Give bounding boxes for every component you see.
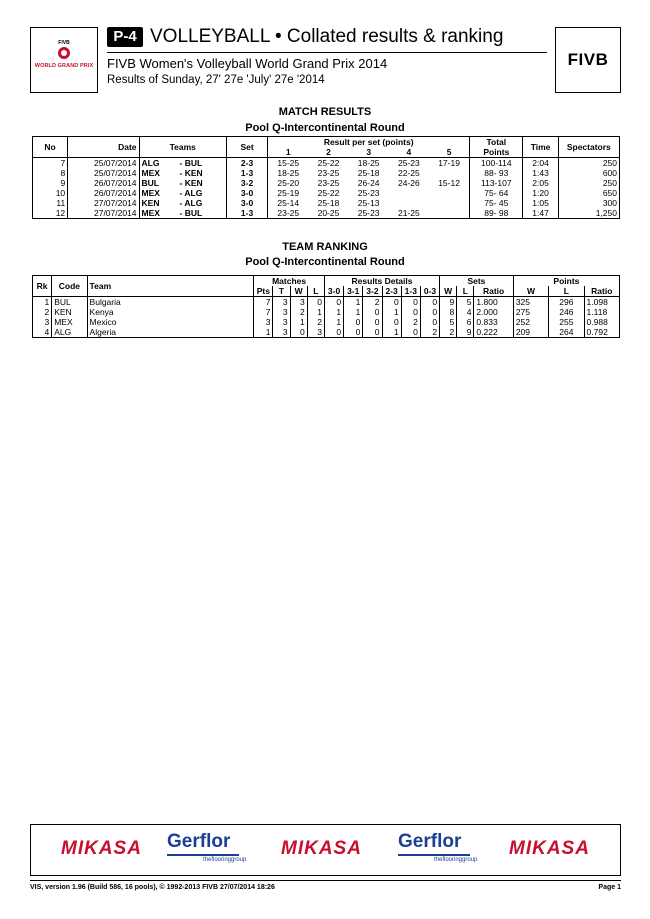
match-date: 25/07/2014 [68,168,139,178]
sets-ratio: 1.800 [474,297,513,308]
points-lost: 255 [549,317,584,327]
competition-name: FIVB Women's Volleyball World Grand Prix 2014 [107,56,388,71]
col-pts: Pts [254,286,273,297]
set-5-score [429,168,470,178]
points-lost: 264 [549,327,584,338]
team-match-points: 3 [254,317,273,327]
title-divider [107,52,547,53]
team-a-code: ALG [141,158,160,168]
result-detail-30: 1 [324,307,343,317]
match-teams [139,188,226,198]
match-date: 26/07/2014 [68,188,139,198]
match-total-points: 88- 93 [470,168,523,178]
mikasa-logo: MIKASA [509,838,590,859]
document-title: VOLLEYBALL • Collated results & ranking [150,26,504,47]
match-spectators: 600 [558,168,619,178]
set-3-score: 25-23 [357,208,380,218]
result-detail-13: 0 [401,307,420,317]
set-5-score [429,208,470,219]
result-detail-13: 2 [401,317,420,327]
points-ratio: 1.118 [584,307,619,317]
match-time: 1:20 [523,188,558,198]
match-no: 8 [60,168,66,178]
rank-position: 4 [44,327,50,337]
table-row [33,168,620,178]
match-spectators: 300 [558,198,619,208]
col-spectators: Spectators [558,137,619,158]
col-points-w: W [513,286,548,297]
col-set-3: 3 [349,147,389,158]
set-1-score: 15-25 [268,158,309,169]
sponsor-banner [30,824,621,876]
footer-page-number: Page 1 [598,884,621,891]
team-code: ALG [52,327,87,338]
set-4-score [389,188,429,198]
col-t: T [273,286,290,297]
team-b-code: - BUL [179,158,203,168]
match-spectators: 250 [558,158,619,169]
team-match-points: 7 [254,297,273,308]
team-match-points: 1 [254,327,273,338]
match-time: 2:05 [523,178,558,188]
set-4-score: 25-23 [398,158,420,168]
table-row [33,198,620,208]
set-3-score: 26-24 [357,178,380,188]
match-spectators: 650 [558,188,619,198]
team-matches-lost: 0 [307,297,324,308]
team-a-code: KEN [141,198,160,208]
table-row [33,307,620,317]
team-name: Algeria [87,327,254,338]
match-no: 11 [56,198,66,208]
col-set-1: 1 [268,147,309,158]
col-time: Time [523,137,558,158]
col-rd-23: 2-3 [382,286,401,297]
gerflor-tagline: theflooringgroup [203,857,247,863]
sets-won: 2 [440,327,457,338]
result-detail-03: 0 [420,307,439,317]
mikasa-logo: MIKASA [61,838,142,859]
col-points-ratio: Ratio [584,286,619,297]
team-match-points: 7 [254,307,273,317]
fivb-logo-text: FIVB [567,50,609,69]
sets-lost: 4 [457,307,474,317]
result-detail-30: 0 [324,297,343,308]
result-detail-31: 0 [344,327,363,338]
set-1-score: 25-14 [268,198,309,208]
col-code: Code [52,276,87,297]
col-points-l: L [549,286,584,297]
col-sets-w: W [440,286,457,297]
set-1-score: 23-25 [268,208,309,219]
result-detail-30: 1 [324,317,343,327]
result-detail-31: 1 [344,297,363,308]
sets-ratio: 2.000 [474,307,513,317]
col-rk: Rk [33,276,52,297]
table-row [33,158,620,169]
table-row [33,188,620,198]
points-ratio: 1.098 [584,297,619,308]
team-matches-won: 2 [290,307,307,317]
team-name: Kenya [87,307,254,317]
result-detail-32: 0 [363,327,382,338]
result-detail-31: 0 [344,317,363,327]
gerflor-logo: Gerflor [167,831,231,852]
match-total-points: 113-107 [470,178,523,188]
match-teams [139,208,226,219]
set-4-score: 22-25 [398,168,420,178]
rank-position: 1 [44,297,50,307]
table-row [33,297,620,308]
points-won: 325 [513,297,548,308]
match-total-points: 75- 64 [470,188,523,198]
team-b-code: - KEN [179,168,203,178]
result-detail-31: 1 [344,307,363,317]
col-rd-31: 3-1 [344,286,363,297]
col-set-2: 2 [308,147,348,158]
set-2-score: 25-22 [317,188,340,198]
match-no: 10 [55,188,66,198]
table-row [33,317,620,327]
match-spectators: 1,250 [558,208,619,219]
col-date: Date [68,137,139,158]
set-3-score: 25-13 [357,198,380,208]
col-set-5: 5 [429,147,470,158]
fivb-logo [555,27,621,93]
result-detail-13: 0 [401,297,420,308]
result-detail-23: 1 [382,327,401,338]
col-rd-13: 1-3 [401,286,420,297]
set-2-score: 20-25 [317,208,340,218]
set-1-score: 18-25 [268,168,309,178]
match-set-score: 2-3 [226,158,267,169]
set-5-score: 17-19 [438,158,460,168]
match-time: 1:47 [523,208,558,219]
team-ranking-table [32,275,620,338]
sets-ratio: 0.222 [474,327,513,338]
col-sets-ratio: Ratio [474,286,513,297]
match-set-score: 1-3 [226,208,267,219]
col-team: Team [87,276,254,297]
gerflor-underline [398,854,470,856]
team-ranking-title: TEAM RANKING [282,241,368,253]
match-time: 2:04 [523,158,558,169]
team-ranking-pool: Pool Q-Intercontinental Round [245,256,405,268]
points-ratio: 0.792 [584,327,619,338]
col-rd-30: 3-0 [324,286,343,297]
team-b-code: - ALG [179,188,203,198]
match-no: 9 [60,178,66,188]
gerflor-logo: Gerflor [398,831,462,852]
result-detail-03: 2 [420,327,439,338]
team-b-code: - ALG [179,198,203,208]
team-b-code: - BUL [179,208,203,218]
sets-won: 9 [440,297,457,308]
team-a-code: MEX [141,188,160,198]
points-lost: 296 [549,297,584,308]
set-5-score: 15-12 [438,178,460,188]
match-date: 25/07/2014 [68,158,139,169]
sets-won: 8 [440,307,457,317]
col-w: W [290,286,307,297]
points-won: 252 [513,317,548,327]
set-3-score: 18-25 [357,158,380,168]
team-code: KEN [52,307,87,317]
col-rd-32: 3-2 [363,286,382,297]
match-teams [139,178,226,188]
world-grand-prix-logo [30,27,98,93]
team-a-code: MEX [141,168,160,178]
col-no: No [33,137,68,158]
match-results-table [32,136,620,219]
col-matches: Matches [254,276,325,287]
team-b-code: - KEN [179,178,203,188]
team-code: BUL [52,297,87,308]
result-detail-23: 1 [382,307,401,317]
sets-lost: 9 [457,327,474,338]
result-detail-13: 0 [401,327,420,338]
team-a-code: BUL [141,178,160,188]
gerflor-tagline: theflooringgroup [434,857,478,863]
team-matches-total: 3 [273,327,290,338]
sets-lost: 5 [457,297,474,308]
results-date: Results of Sunday, 27' 27e 'July' 27e '2014 [107,74,325,86]
match-date: 26/07/2014 [68,178,139,188]
match-total-points: 100-114 [470,158,523,169]
team-matches-total: 3 [273,317,290,327]
col-points: Points [470,147,523,158]
team-name: Bulgaria [87,297,254,308]
set-2-score: 23-25 [317,178,340,188]
team-matches-lost: 3 [307,327,324,338]
points-won: 209 [513,327,548,338]
match-total-points: 75- 45 [470,198,523,208]
points-ratio: 0.988 [584,317,619,327]
match-spectators: 250 [558,178,619,188]
team-matches-lost: 1 [307,307,324,317]
set-2-score: 23-25 [317,168,340,178]
col-sets-l: L [457,286,474,297]
match-time: 1:05 [523,198,558,208]
set-1-score: 25-19 [268,188,309,198]
set-4-score: 21-25 [398,208,420,218]
table-row [33,327,620,338]
set-4-score [389,198,429,208]
mikasa-logo: MIKASA [281,838,362,859]
table-row [33,208,620,219]
match-results-pool: Pool Q-Intercontinental Round [245,122,405,134]
col-set-4: 4 [389,147,429,158]
match-total-points: 89- 98 [470,208,523,219]
result-detail-32: 2 [363,297,382,308]
match-teams [139,168,226,178]
col-l: L [307,286,324,297]
set-5-score [429,198,470,208]
set-1-score: 25-20 [268,178,309,188]
points-lost: 246 [549,307,584,317]
team-matches-won: 0 [290,327,307,338]
team-a-code: MEX [141,208,160,218]
col-teams: Teams [139,137,226,158]
match-date: 27/07/2014 [68,198,139,208]
sets-ratio: 0.833 [474,317,513,327]
col-sets: Sets [440,276,514,287]
rank-position: 2 [44,307,50,317]
sets-lost: 6 [457,317,474,327]
volleyball-icon [58,47,70,59]
match-date: 27/07/2014 [68,208,139,219]
points-won: 275 [513,307,548,317]
result-detail-23: 0 [382,317,401,327]
col-points-group: Points [513,276,619,287]
set-2-score: 25-22 [317,158,340,168]
match-time: 1:43 [523,168,558,178]
result-detail-30: 0 [324,327,343,338]
match-set-score: 3-2 [226,178,267,188]
team-code: MEX [52,317,87,327]
team-matches-won: 3 [290,297,307,308]
result-detail-03: 0 [420,297,439,308]
set-2-score: 25-18 [317,198,340,208]
footer-divider [30,880,621,881]
col-result-per-set: Result per set (points) [268,137,470,148]
sets-won: 5 [440,317,457,327]
match-teams [139,198,226,208]
col-set: Set [226,137,267,158]
document-code-badge: P-4 [107,27,143,47]
set-5-score [429,188,470,198]
result-detail-23: 0 [382,297,401,308]
match-no: 7 [60,158,66,168]
match-teams [139,158,226,169]
col-rd-03: 0-3 [420,286,439,297]
match-set-score: 1-3 [226,168,267,178]
gerflor-underline [167,854,239,856]
match-results-title: MATCH RESULTS [278,106,372,118]
team-matches-lost: 2 [307,317,324,327]
col-total: Total [470,137,523,148]
rank-position: 3 [44,317,50,327]
match-set-score: 3-0 [226,198,267,208]
set-3-score: 25-18 [357,168,380,178]
result-detail-32: 0 [363,317,382,327]
result-detail-03: 0 [420,317,439,327]
match-no: 12 [55,208,66,218]
logo-event-name: WORLD GRAND PRIX [34,63,94,69]
table-row [33,178,620,188]
logo-fivb-text: FIVB [58,40,70,46]
match-set-score: 3-0 [226,188,267,198]
team-matches-total: 3 [273,297,290,308]
col-results-details: Results Details [324,276,439,287]
team-name: Mexico [87,317,254,327]
footer-version-info: VIS, version 1.96 (Build 586, 16 pools), © 1992-2013 FIVB 27/07/2014 18:26 [30,884,275,891]
set-3-score: 25-23 [357,188,380,198]
team-matches-won: 1 [290,317,307,327]
result-detail-32: 0 [363,307,382,317]
team-matches-total: 3 [273,307,290,317]
set-4-score: 24-26 [398,178,420,188]
